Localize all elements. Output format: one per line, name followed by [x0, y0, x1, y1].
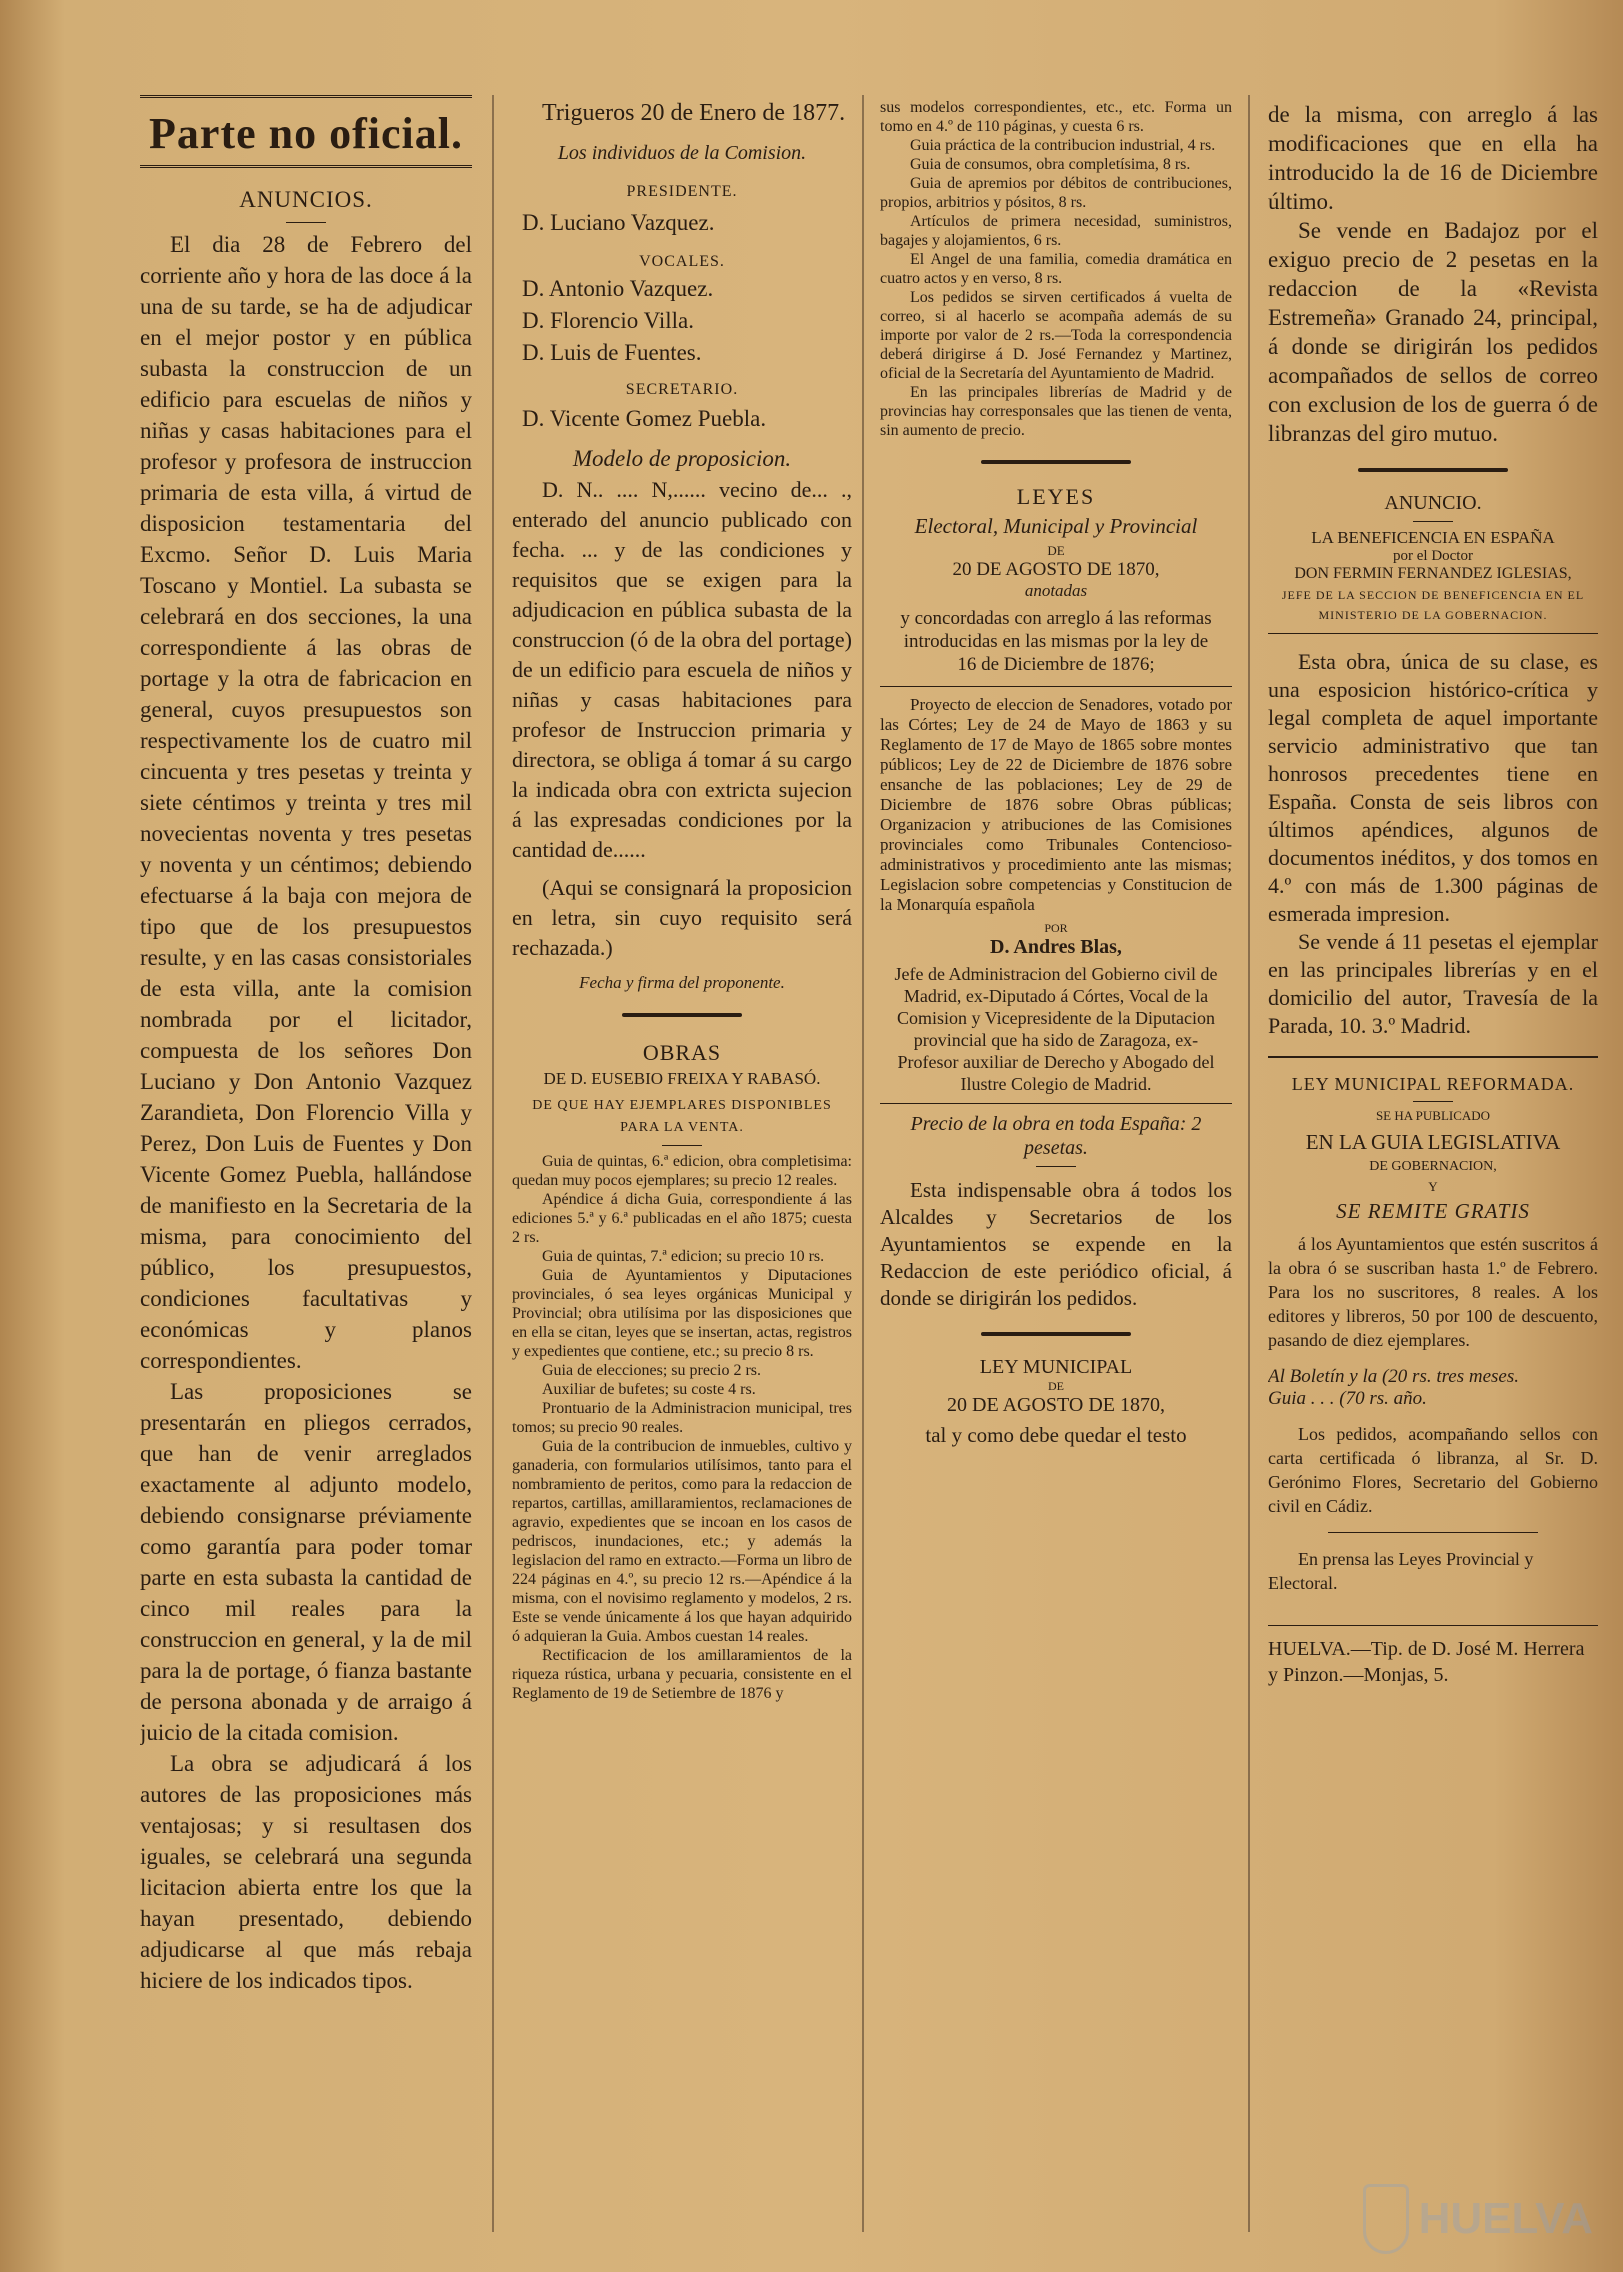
- paragraph: de la misma, con arreglo á las modificaciones que en ella ha introducido la de 16 de Diciembre último.: [1268, 102, 1598, 214]
- prensa-text: En prensa las Leyes Provincial y Electoral.: [1268, 1549, 1534, 1593]
- benef-role: JEFE DE LA SECCION DE BENEFICENCIA EN EL MINISTERIO DE LA GOBERNACION.: [1281, 588, 1585, 622]
- list-item: Rectificacion de los amillaramientos de la riqueza rústica, urbana y pecuaria, consistente en el Reglamento de 19 de Setiembre de 1876 y: [512, 1647, 852, 1702]
- paragraph: La obra se adjudicará á los autores de las proposiciones más ventajosas; y si resultasen dos iguales, se celebrará una segunda licitacion abierta entre los que la hayan presentado, debiendo adjudicarse al que más rebaja hiciere de los indicados tipos.: [140, 1751, 472, 1993]
- president-name: D. Luciano Vazquez.: [522, 210, 715, 235]
- list-item: Guia de consumos, obra completísima, 8 rs.: [910, 156, 1191, 173]
- paragraph: Se vende en Badajoz por el exiguo precio de 2 pesetas en la redaccion de la «Revista Estremeña» Granado 24, principal, á donde se dirigirán los pedidos acompañados de sellos de correo con exclusion de los de guerra ó de libranzas del giro mutuo.: [1268, 218, 1598, 446]
- vocal-name: D. Florencio Villa.: [522, 308, 694, 333]
- model-note: (Aqui se consignará la proposicion en letra, sin cuyo requisito será rechazada.): [512, 875, 852, 960]
- signature-line: Fecha y firma del proponente.: [579, 973, 785, 992]
- obras-author: DE D. EUSEBIO FREIXA Y RABASÓ.: [543, 1069, 821, 1088]
- vocales-label: VOCALES.: [639, 253, 725, 270]
- leyes-conc: y concordadas con arreglo á las reformas introducidas en las mismas por la ley de 16 de Diciembre de 1876;: [900, 608, 1212, 675]
- divider: [1268, 1056, 1598, 1058]
- list-item: Auxiliar de bufetes; su coste 4 rs.: [542, 1381, 756, 1398]
- library-watermark: [1363, 2184, 1593, 2254]
- anuncios-heading: ANUNCIOS.: [239, 187, 373, 212]
- divider: [981, 1332, 1131, 1336]
- column-4: [1268, 100, 1598, 1688]
- divider: [1036, 1166, 1076, 1167]
- ley-ref-text: á los Ayuntamientos que estén suscritos á la obra ó se suscriban hasta 1.º de Febrero. Para los no suscritores, 8 reales. A los editores y libreros, 50 por 100 de descuento, pasando de diez ejemplares.: [1268, 1234, 1598, 1350]
- divider: [981, 460, 1131, 464]
- ley-ref-y: Y: [1428, 1179, 1438, 1194]
- ley-ref-guia: EN LA GUIA LEGISLATIVA: [1305, 1130, 1561, 1154]
- divider: [1268, 1625, 1598, 1626]
- ley-title: LEY MUNICIPAL: [979, 1356, 1133, 1378]
- date-line: Trigueros 20 de Enero de 1877.: [542, 100, 846, 126]
- divider: [880, 686, 1232, 687]
- por-label: POR: [1044, 921, 1068, 935]
- leyes-title: LEYES: [1016, 484, 1096, 509]
- list-item: Guia de quintas, 6.ª edicion, obra completisima: quedan muy pocos ejemplares; su precio 12 reales.: [512, 1153, 852, 1189]
- imprint: HUELVA.—Tip. de D. José M. Herrera y Pinzon.—Monjas, 5.: [1268, 1638, 1585, 1686]
- obras-sub: DE QUE HAY EJEMPLARES DISPONIBLES PARA LA VENTA.: [532, 1098, 832, 1135]
- boletin-price: Al Boletín y la (20 rs. tres meses.: [1268, 1366, 1520, 1387]
- vocal-name: D. Antonio Vazquez.: [522, 276, 714, 301]
- paragraph: Las proposiciones se presentarán en pliegos cerrados, que han de venir arreglados exactamente al adjunto modelo, debiendo consignarse préviamente como garantía para poder tomar parte en esta subasta la cantidad de cinco mil reales para la construccion en general, y la de mil para la de portage, ó fianza bastante de persona abonada y de arraigo á juicio de la citada comision.: [140, 1379, 472, 1745]
- divider: [286, 222, 326, 223]
- divider: [1268, 633, 1598, 634]
- ley-ref-gob: DE GOBERNACION,: [1369, 1159, 1497, 1174]
- ley-de: DE: [1048, 1379, 1064, 1393]
- author-desc: Jefe de Administracion del Gobierno civil de Madrid, ex-Diputado á Córtes, Vocal de la Comision y Vicepresidente de la Diputacion provincial que ha sido de Zaragoza, ex-Profesor auxiliar de Derecho y Abogado del Ilustre Colegio de Madrid.: [894, 964, 1218, 1094]
- price-line: Precio de la obra en toda España: 2 pesetas.: [910, 1113, 1202, 1159]
- leyes-anotadas: anotadas: [1024, 581, 1088, 600]
- divider: [1413, 521, 1453, 522]
- divider: [880, 1103, 1232, 1104]
- boletin-price: Guia . . . (70 rs. año.: [1268, 1388, 1427, 1409]
- masthead: Parte no oficial.: [140, 95, 472, 168]
- benef-by: por el Doctor: [1393, 548, 1473, 564]
- list-item: Los pedidos se sirven certificados á vuelta de correo, si al hacerlo se acompaña además de su importe por valor de 2 rs.—Toda la correspondencia deberá dirigirse á D. José Fernandez y Martinez, oficial de la Secretaría del Ayuntamiento de Madrid.: [880, 289, 1232, 382]
- model-title: Modelo de proposicion.: [572, 446, 792, 471]
- list-item: Guia de quintas, 7.ª edicion; su precio 10 rs.: [542, 1248, 825, 1265]
- ley-tail: tal y como debe quedar el testo: [925, 1423, 1187, 1447]
- pedidos-text: Los pedidos, acompañando sellos con carta certificada ó libranza, al Sr. D. Gerónimo Flores, Secretario del Gobierno civil en Cádiz.: [1268, 1424, 1598, 1516]
- list-item: En las principales librerías de Madrid y de provincias hay corresponsales que las tienen de venta, sin aumento de precio.: [880, 384, 1232, 439]
- watermark-text: HUELVA: [1418, 2194, 1593, 2243]
- list-item: El Angel de una familia, comedia dramática en cuatro actos y en verso, 8 rs.: [880, 251, 1232, 287]
- leyes-date: 20 DE AGOSTO DE 1870,: [952, 559, 1160, 580]
- column-rule: [492, 95, 494, 2232]
- benef-title: LA BENEFICENCIA EN ESPAÑA: [1311, 528, 1555, 547]
- divider: [1358, 468, 1508, 472]
- column-1: [140, 95, 472, 1996]
- divider: [662, 1145, 702, 1146]
- divider: [622, 1013, 742, 1017]
- model-text: D. N.. .... N,...... vecino de... ., enterado del anuncio publicado con fecha. ... y de las condiciones y requisitos que se exigen para la adjudicacion en pública subasta de la construccion (ó de la obra del portage) de un edificio para escuela de niños y niñas y casas habitaciones para profesor de Instruccion primaria y directora, se obliga á tomar á su cargo la indicada obra con extricta sujecion á las expresadas condiciones por la cantidad de......: [512, 477, 852, 862]
- ley-ref-pub: SE HA PUBLICADO: [1375, 1108, 1491, 1123]
- paragraph: El dia 28 de Febrero del corriente año y hora de las doce á la una de su tarde, se ha de adjudicar en el mejor postor y en pública subasta la construccion de un edificio para escuelas de niños y niñas y casas habitaciones para el profesor y profesora de instruccion primaria de esta villa, á virtud de disposicion testamentaria del Excmo. Señor D. Luis Maria Toscano y Montiel. La subasta se celebrará en dos secciones, la una correspondiente á las obras de portage y la otra de fabricacion en general, cuyos presupuestos son respectivamente los de cuatro mil cincuenta y tres pesetas y treinta y siete céntimos y treinta y tres mil novecientas noventa y tres pesetas y noventa y un céntimos; debiendo efectuarse á la baja con mejora de tipo que de los presupuestos resulte, y en las casas consistoriales de esta villa, ante la comision nombrada por el licitador, compuesta de los señores Don Luciano y Don Antonio Vazquez Zarandieta, Don Florencio Villa y Perez, Don Luis de Fuentes y Don Vicente Gomez Puebla, hallándose de manifiesto en la Secretaria de la misma, para conocimiento del público, los presupuestos, condiciones facultativas y económicas y planos correspondientes.: [140, 232, 472, 1373]
- list-item: sus modelos correspondientes, etc., etc. Forma un tomo en 4.º de 110 páginas, y cuesta 6 rs.: [880, 99, 1232, 135]
- list-item: Guia de la contribucion de inmuebles, cultivo y ganaderia, con formularios utilísimos, tanto para el nombramiento de peritos, como para la redaccion de repartos, cartillas, amillaramientos, reclamaciones de agravio, expedientes que se incoan en los casos de pedriscos, inundaciones, etc.; y además la legislacion del ramo en extracto.—Forma un libro de 224 páginas en 4.º, su precio 12 rs.—Apéndice á la misma, con el novisimo reglamento y modelos, 2 rs. Este se vende únicamente á los que hayan adquirido ó adquieran la Guia. Ambos cuestan 14 reales.: [512, 1438, 852, 1645]
- secretary-name: D. Vicente Gomez Puebla.: [522, 406, 767, 431]
- divider: [1413, 1101, 1453, 1102]
- list-item: Artículos de primera necesidad, suministros, bagajes y alojamientos, 6 rs.: [880, 213, 1232, 249]
- column-rule: [1248, 95, 1250, 2232]
- column-2: [512, 98, 852, 1703]
- secretary-label: SECRETARIO.: [625, 381, 739, 398]
- ley-ref-title: LEY MUNICIPAL REFORMADA.: [1291, 1074, 1575, 1094]
- vocal-name: D. Luis de Fuentes.: [522, 340, 702, 365]
- seal-icon: [1363, 2184, 1409, 2254]
- obras-title: OBRAS: [642, 1040, 722, 1065]
- divider: [1328, 1532, 1538, 1533]
- leyes-sub: Electoral, Municipal y Provincial: [914, 514, 1198, 538]
- obras-list-continued: [880, 98, 1232, 440]
- column-3: [880, 98, 1232, 1448]
- list-item: Prontuario de la Administracion municipal, tres tomos; su precio 90 reales.: [512, 1400, 852, 1436]
- list-item: Guia de elecciones; su precio 2 rs.: [542, 1362, 762, 1379]
- anuncio-body: [140, 229, 472, 1996]
- author-name: D. Andres Blas,: [990, 936, 1122, 958]
- benef-text: Esta obra, única de su clase, es una esposicion histórico-crítica y legal completa de aquel importante servicio administrativo que tan honrosos precedentes tiene en España. Consta de seis libros con últimos apéndices, algunos de documentos inéditos, y dos tomos en 4.º con más de 1.300 páginas de esmerada impresion.: [1268, 649, 1598, 926]
- ley-date: 20 DE AGOSTO DE 1870,: [947, 1394, 1165, 1416]
- list-item: Apéndice á dicha Guia, correspondiente á las ediciones 5.ª y 6.ª publicadas en el año 1875; cuesta 2 rs.: [512, 1191, 852, 1246]
- leyes-body: Proyecto de eleccion de Senadores, votado por las Córtes; Ley de 24 de Mayo de 1863 y su Reglamento de 17 de Mayo de 1865 sobre montes públicos; Ley de 22 de Diciembre de 1876 sobre ensanche de las poblaciones; Ley de 29 de Diciembre de 1876 sobre Obras públicas; Organizacion y atribuciones de las Comisiones provinciales como Tribunales Contencioso-administrativos y procedimiento ante las mismas; Legislacion sobre competencias y Constitucion de la Monarquía española: [880, 695, 1232, 914]
- column-rule: [862, 95, 864, 2232]
- commission-title: Los individuos de la Comision.: [557, 142, 807, 164]
- president-label: PRESIDENTE.: [626, 183, 738, 200]
- benef-text: Se vende á 11 pesetas el ejemplar en las principales librerías y en el domicilio del autor, Travesía de la Parada, 10. 3.º Madrid.: [1268, 929, 1598, 1038]
- list-item: Guia de Ayuntamientos y Diputaciones provinciales, ó sea leyes orgánicas Municipal y Provincial; obra utilísima por las disposiciones que en ella se citan, leyes que se insertan, actas, registros y expedientes que contiene, etc.; su precio 8 rs.: [512, 1267, 852, 1360]
- anuncio-title: ANUNCIO.: [1384, 492, 1482, 514]
- leyes-de: DE: [1047, 543, 1065, 558]
- price-text: Esta indispensable obra á todos los Alcaldes y Secretarios de los Ayuntamientos se expende en la Redaccion de este periódico oficial, á donde se dirigirán los pedidos.: [880, 1178, 1232, 1310]
- list-item: Guia de apremios por débitos de contribuciones, propios, arbitrios y pósitos, 8 rs.: [880, 175, 1232, 211]
- obras-list: [512, 1152, 852, 1703]
- benef-author: DON FERMIN FERNANDEZ IGLESIAS,: [1294, 565, 1572, 582]
- ley-ref-gratis: SE REMITE GRATIS: [1336, 1199, 1530, 1223]
- list-item: Guia práctica de la contribucion industrial, 4 rs.: [910, 137, 1216, 154]
